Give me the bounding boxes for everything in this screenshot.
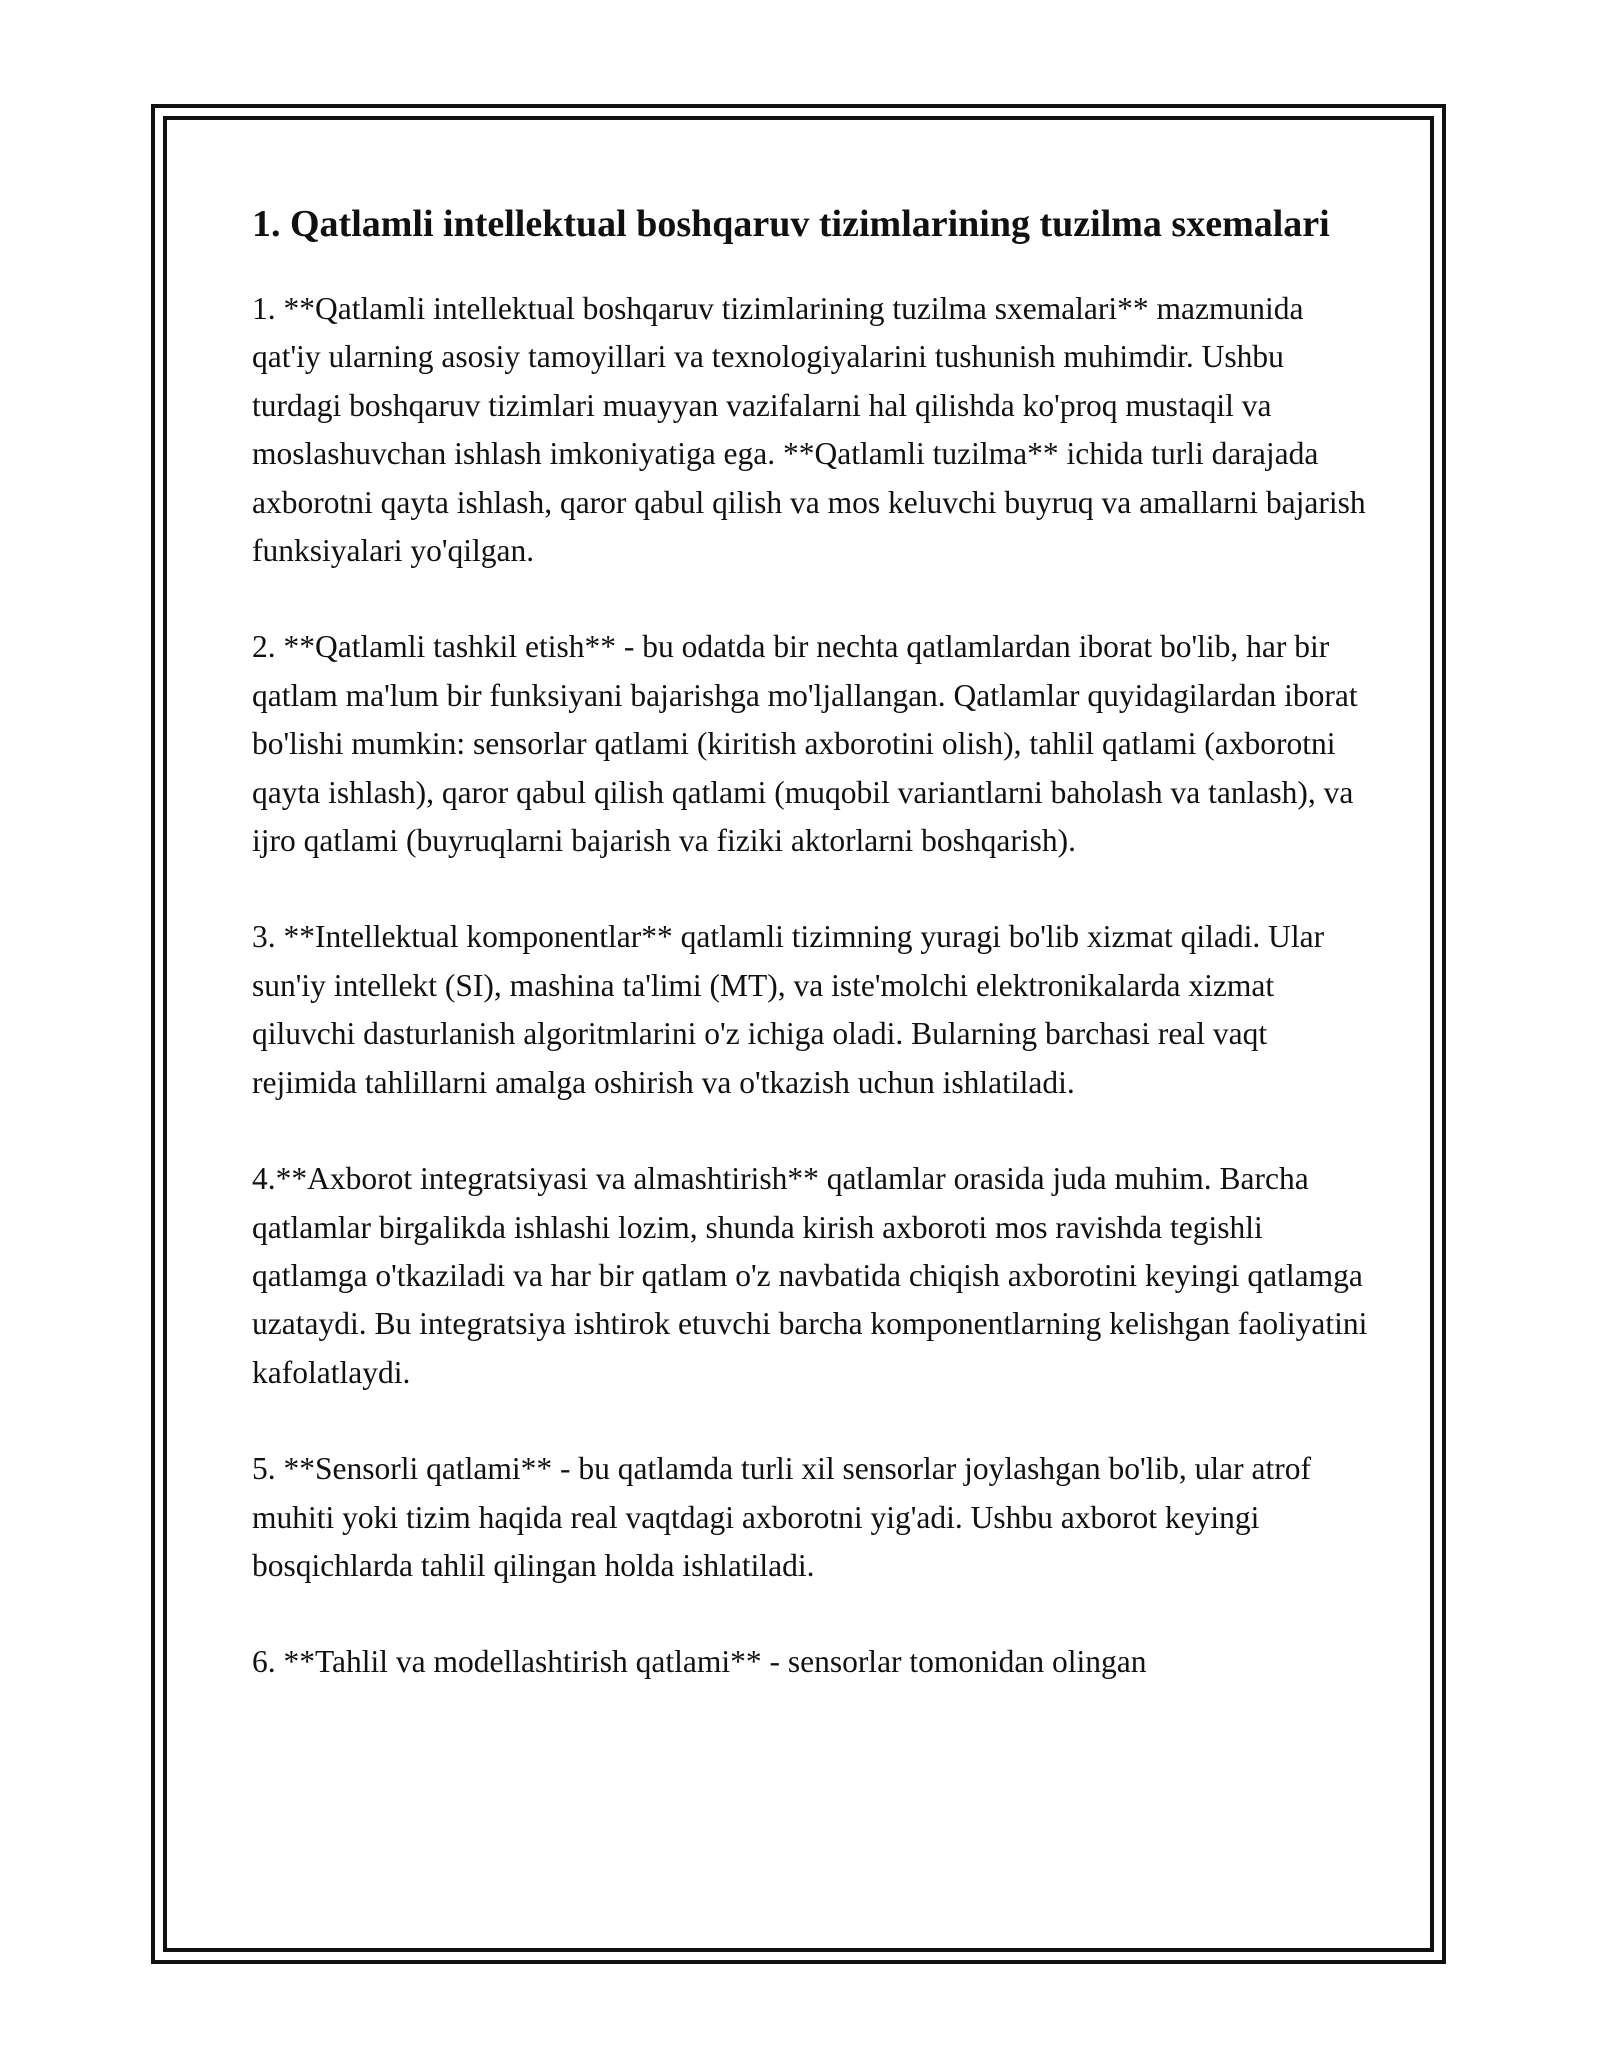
document-content — [252, 198, 1372, 1735]
paragraph-2: 2. **Qatlamli tashkil etish** - bu odatda bir nechta qatlamlardan iborat bo'lib, har bir qatlam ma'lum bir funksiyani bajarishga mo'ljallangan. Qatlamlar quyidagilardan iborat bo'lishi mumkin: sensorlar qatlami (kiritish axborotini olish), tahlil qatlami (axborotni qayta ishlash), qaror qabul qilish qatlami (muqobil variantlarni baholash va tanlash), va ijro qatlami (buyruqlarni bajarish va fiziki aktorlarni boshqarish). — [252, 629, 1358, 859]
paragraph-1: 1. **Qatlamli intellektual boshqaruv tizimlarining tuzilma sxemalari** mazmunida qat'iy ularning asosiy tamoyillari va texnologiyalarini tushunish muhimdir. Ushbu turdagi boshqaruv tizimlari muayyan vazifalarni hal qilishda ko'proq mustaqil va moslashuvchan ishlash imkoniyatiga ega. **Qatlamli tuzilma** ichida turli darajada axborotni qayta ishlash, qaror qabul qilish va mos keluvchi buyruq va amallarni bajarish funksiyalari yo'qilgan. — [252, 291, 1366, 569]
paragraph-5: 5. **Sensorli qatlami** - bu qatlamda turli xil sensorlar joylashgan bo'lib, ular atrof muhiti yoki tizim haqida real vaqtdagi axborotni yig'adi. Ushbu axborot keyingi bosqichlarda tahlil qilingan holda ishlatiladi. — [252, 1451, 1311, 1583]
page-border-inner — [163, 116, 1434, 1952]
paragraph-3: 3. **Intellektual komponentlar** qatlamli tizimning yuragi bo'lib xizmat qiladi. Ular sun'iy intellekt (SI), mashina ta'limi (MT), va iste'molchi elektronikalarda xizmat qiluvchi dasturlanish algoritmlarini o'z ichiga oladi. Bularning barchasi real vaqt rejimida tahlillarni amalga oshirish va o'tkazish uchun ishlatiladi. — [252, 919, 1325, 1100]
paragraph-6: 6. **Tahlil va modellashtirish qatlami** - sensorlar tomonidan olingan — [252, 1644, 1147, 1680]
paragraph-4: 4.**Axborot integratsiyasi va almashtirish** qatlamlar orasida juda muhim. Barcha qatlamlar birgalikda ishlashi lozim, shunda kirish axboroti mos ravishda tegishli qatlamga o'tkaziladi va har bir qatlam o'z navbatida chiqish axborotini keyingi qatlamga uzataydi. Bu integratsiya ishtirok etuvchi barcha komponentlarning kelishgan faoliyatini kafolatlaydi. — [252, 1161, 1368, 1390]
page-border-outer — [151, 104, 1446, 1964]
document-title: 1. Qatlamli intellektual boshqaruv tizimlarining tuzilma sxemalari — [252, 203, 1330, 245]
